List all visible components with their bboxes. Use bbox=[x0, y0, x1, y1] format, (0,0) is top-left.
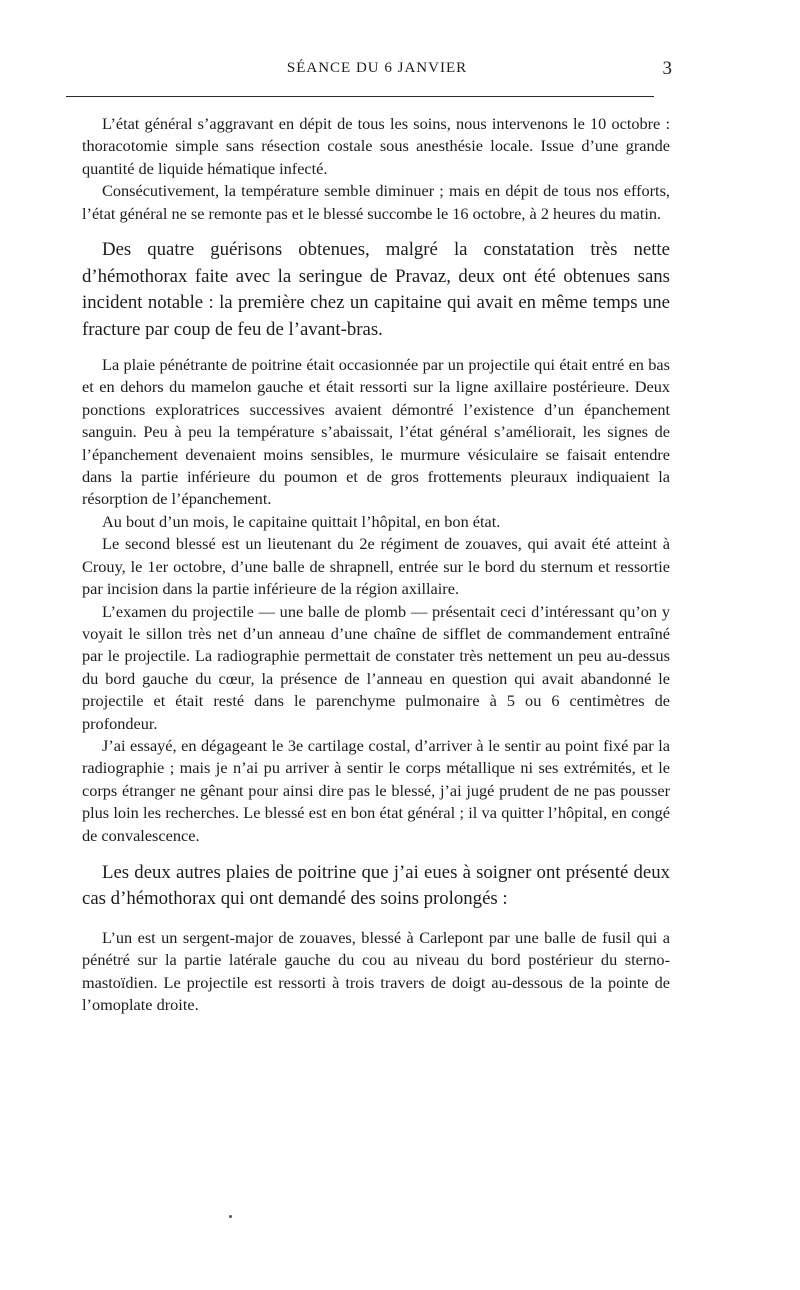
page-number: 3 bbox=[662, 58, 672, 79]
paragraph: J’ai essayé, en dégageant le 3e cartilage costal, d’arriver à le sentir au point fixé par la radiographie ; mais je n’ai pu arriver à sentir le corps métallique ni ses extrémités, et le corps étranger ne gênant pour ainsi dire pas le blessé, j’ai jugé prudent de ne pas pousser plus loin les recherches. Le blessé est en bon état général ; il va quitter l’hôpital, en congé de convalescence. bbox=[82, 735, 670, 845]
header-rule bbox=[66, 96, 654, 97]
paragraph: L’état général s’aggravant en dépit de tous les soins, nous intervenons le 10 octobre : thoracotomie simple sans résection costale sous anesthésie locale. Issue d’une grande quantité de liquide hématique infecté. bbox=[82, 114, 670, 178]
paragraph: Les deux autres plaies de poitrine que j’ai eues à soigner ont présenté deux cas d’hémothorax qui ont demandé des soins prolongés : bbox=[82, 861, 670, 910]
section-two-other-wounds bbox=[82, 860, 670, 913]
running-head: SÉANCE DU 6 JANVIER bbox=[286, 60, 468, 76]
section-four-recoveries bbox=[82, 237, 670, 343]
section-early-case-outcome bbox=[82, 113, 670, 225]
paragraph: Consécutivement, la température semble diminuer ; mais en dépit de tous nos efforts, l’état général ne se remonte pas et le blessé succombe le 16 octobre, à 2 heures du matin. bbox=[82, 181, 670, 223]
paragraph: Le second blessé est un lieutenant du 2e régiment de zouaves, qui avait été atteint à Crouy, le 1er octobre, d’une balle de shrapnell, entrée sur le bord du sternum et ressortie par incision dans la partie inférieure de la région axillaire. bbox=[82, 534, 670, 599]
ink-speck bbox=[229, 1215, 232, 1218]
paragraph: Au bout d’un mois, le capitaine quittait l’hôpital, en bon état. bbox=[102, 511, 501, 531]
body-text bbox=[82, 113, 670, 1017]
paragraph: Des quatre guérisons obtenues, malgré la constatation très nette d’hémothorax faite avec la seringue de Pravaz, deux ont été obtenues sans incident notable : la première chez un capitaine qui avait en même temps une fracture par coup de feu de l’avant-bras. bbox=[82, 239, 670, 340]
page-header bbox=[82, 58, 672, 86]
paragraph: La plaie pénétrante de poitrine était occasionnée par un projectile qui était entré en bas et en dehors du mamelon gauche et était ressorti sur la ligne axillaire postérieure. Deux ponctions exploratrices successives avaient démontré l’existence d’un épanchement sanguin. Peu à peu la température s’abaissait, l’état général s’améliorait, les signes de l’épanchement devenaient moins sensibles, le murmure vésiculaire se faisait entendre dans la partie inférieure du poumon et de gros frottements pleuraux indiquaient la résorption de l’épanchement. bbox=[82, 355, 670, 509]
paragraph: L’un est un sergent-major de zouaves, blessé à Carlepont par une balle de fusil qui a pénétré sur la partie latérale gauche du cou au niveau du bord postérieur du sterno-mastoïdien. Le projectile est ressorti à trois travers de doigt au-dessous de la pointe de l’omoplate droite. bbox=[82, 927, 670, 1015]
section-sergeant-case bbox=[82, 927, 670, 1017]
section-case-details bbox=[82, 354, 670, 847]
paragraph: L’examen du projectile — une balle de plomb — présentait ceci d’intéressant qu’on y voyait le sillon très net d’un anneau d’une chaîne de sifflet de commandement entraîné par le projectile. La radiographie permettait de constater très nettement un peu au-dessus du bord gauche du cœur, la présence de l’anneau en question qui avait abandonné le projectile et était resté dans le parenchyme pulmonaire à 5 ou 6 centimètres de profondeur. bbox=[82, 601, 670, 733]
